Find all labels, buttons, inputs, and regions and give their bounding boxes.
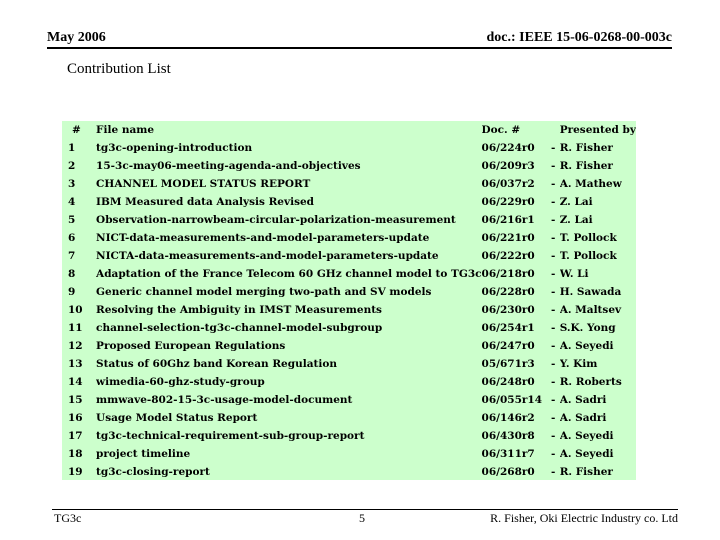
table-row	[62, 193, 636, 211]
row-number: 2	[68, 160, 76, 172]
row-presenter: T. Pollock	[559, 250, 617, 262]
table-row	[62, 247, 636, 265]
footer-author: R. Fisher, Oki Electric Industry co. Ltd	[490, 511, 678, 525]
row-doc-number: 06/146r2	[481, 412, 535, 424]
row-file-name: tg3c-technical-requirement-sub-group-report	[96, 430, 365, 442]
row-dash: -	[550, 412, 556, 424]
row-dash: -	[550, 196, 556, 208]
row-doc-number: 06/218r0	[481, 268, 535, 280]
row-number: 17	[68, 430, 83, 442]
row-presenter: R. Fisher	[559, 142, 613, 154]
row-presenter: T. Pollock	[559, 232, 617, 244]
row-presenter: A. Sadri	[559, 394, 607, 406]
table-row	[62, 355, 636, 373]
row-dash: -	[550, 304, 556, 316]
column-header-presenter: Presented by	[559, 124, 636, 136]
row-dash: -	[550, 340, 556, 352]
table-row	[62, 301, 636, 319]
column-header-spacer	[551, 121, 560, 139]
row-presenter: A. Seyedi	[559, 430, 614, 442]
row-doc-number: 06/230r0	[481, 304, 535, 316]
row-dash: -	[550, 232, 556, 244]
footer-page-number: 5	[359, 511, 365, 525]
row-number: 7	[68, 250, 76, 262]
row-doc-number: 06/228r0	[481, 286, 535, 298]
row-number: 1	[68, 142, 76, 154]
table-row	[62, 157, 636, 175]
column-header-file-name: File name	[96, 124, 155, 136]
row-file-name: tg3c-opening-introduction	[96, 142, 253, 154]
row-number: 14	[68, 376, 83, 388]
row-dash: -	[550, 358, 556, 370]
table-row	[62, 373, 636, 391]
row-doc-number: 06/247r0	[481, 340, 535, 352]
row-doc-number: 06/311r7	[481, 448, 535, 460]
row-doc-number: 06/216r1	[481, 214, 535, 226]
row-file-name: IBM Measured data Analysis Revised	[96, 196, 314, 208]
row-doc-number: 06/209r3	[481, 160, 535, 172]
row-dash: -	[550, 268, 556, 280]
row-presenter: A. Seyedi	[559, 448, 614, 460]
row-presenter: Y. Kim	[559, 358, 598, 370]
row-dash: -	[550, 322, 556, 334]
table-row	[62, 175, 636, 193]
row-number: 19	[68, 466, 83, 478]
header-date: May 2006	[47, 30, 106, 45]
row-number: 11	[68, 322, 83, 334]
row-dash: -	[550, 430, 556, 442]
table-row	[62, 319, 636, 337]
row-dash: -	[550, 376, 556, 388]
table-row	[62, 445, 636, 463]
row-dash: -	[550, 178, 556, 190]
row-number: 6	[68, 232, 76, 244]
row-file-name: project timeline	[96, 448, 191, 460]
row-file-name: NICT-data-measurements-and-model-parameters-update	[96, 232, 430, 244]
header-doc-id: doc.: IEEE 15-06-0268-00-003c	[486, 30, 672, 45]
row-number: 13	[68, 358, 83, 370]
row-file-name: NICTA-data-measurements-and-model-parameters-update	[96, 250, 439, 262]
row-presenter: A. Sadri	[559, 412, 607, 424]
column-header-number: #	[72, 124, 81, 136]
row-dash: -	[550, 394, 556, 406]
row-presenter: R. Fisher	[559, 160, 613, 172]
row-dash: -	[550, 160, 556, 172]
row-doc-number: 06/248r0	[481, 376, 535, 388]
row-doc-number: 06/229r0	[481, 196, 535, 208]
header-divider	[47, 47, 672, 49]
table-row	[62, 337, 636, 355]
row-presenter: Z. Lai	[559, 214, 593, 226]
row-doc-number: 06/268r0	[481, 466, 535, 478]
row-dash: -	[550, 214, 556, 226]
row-dash: -	[550, 286, 556, 298]
row-doc-number: 06/254r1	[481, 322, 535, 334]
row-presenter: R. Fisher	[559, 466, 613, 478]
footer-group: TG3c	[54, 511, 82, 525]
table-row	[62, 139, 636, 157]
row-number: 15	[68, 394, 83, 406]
row-file-name: channel-selection-tg3c-channel-model-subgroup	[96, 322, 383, 334]
row-file-name: Generic channel model merging two-path and SV models	[96, 286, 432, 298]
row-presenter: W. Li	[559, 268, 589, 280]
row-file-name: 15-3c-may06-meeting-agenda-and-objectives	[96, 160, 361, 172]
row-presenter: H. Sawada	[559, 286, 622, 298]
footer-divider	[52, 509, 678, 510]
row-file-name: Resolving the Ambiguity in IMST Measurements	[96, 304, 382, 316]
row-file-name: Observation-narrowbeam-circular-polarization-measurement	[96, 214, 456, 226]
row-number: 3	[68, 178, 76, 190]
row-number: 12	[68, 340, 83, 352]
row-doc-number: 06/222r0	[481, 250, 535, 262]
row-doc-number: 06/221r0	[481, 232, 535, 244]
row-presenter: Z. Lai	[559, 196, 593, 208]
row-presenter: R. Roberts	[559, 376, 622, 388]
row-doc-number: 06/224r0	[481, 142, 535, 154]
row-file-name: Proposed European Regulations	[96, 340, 286, 352]
row-doc-number: 05/671r3	[481, 358, 535, 370]
table-row	[62, 427, 636, 445]
row-file-name: CHANNEL MODEL STATUS REPORT	[96, 178, 311, 190]
row-file-name: Status of 60Ghz band Korean Regulation	[96, 358, 337, 370]
row-dash: -	[550, 250, 556, 262]
row-file-name: wimedia-60-ghz-study-group	[96, 376, 265, 388]
table-row	[62, 409, 636, 427]
table-row	[62, 283, 636, 301]
row-presenter: A. Seyedi	[559, 340, 614, 352]
row-file-name: Usage Model Status Report	[96, 412, 258, 424]
table-row	[62, 391, 636, 409]
table-header-row	[62, 121, 636, 139]
row-doc-number: 06/037r2	[481, 178, 535, 190]
row-dash: -	[550, 142, 556, 154]
row-presenter: A. Maltsev	[559, 304, 622, 316]
table-row	[62, 265, 636, 283]
table-row	[62, 229, 636, 247]
contribution-table	[62, 121, 636, 480]
row-number: 9	[68, 286, 76, 298]
row-file-name: mmwave-802-15-3c-usage-model-document	[96, 394, 353, 406]
row-doc-number: 06/055r14	[481, 394, 543, 406]
column-header-doc-number: Doc. #	[481, 124, 521, 136]
row-number: 4	[68, 196, 76, 208]
row-number: 10	[68, 304, 83, 316]
table-row	[62, 463, 636, 481]
row-file-name: Adaptation of the France Telecom 60 GHz channel model to TG3c	[96, 268, 482, 280]
row-dash: -	[550, 466, 556, 478]
row-number: 16	[68, 412, 83, 424]
row-number: 18	[68, 448, 83, 460]
row-dash: -	[550, 448, 556, 460]
row-presenter: S.K. Yong	[559, 322, 616, 334]
row-number: 5	[68, 214, 76, 226]
row-number: 8	[68, 268, 76, 280]
table-row	[62, 211, 636, 229]
row-presenter: A. Mathew	[559, 178, 622, 190]
slide-title: Contribution List	[67, 61, 171, 77]
row-file-name: tg3c-closing-report	[96, 466, 210, 478]
row-doc-number: 06/430r8	[481, 430, 535, 442]
